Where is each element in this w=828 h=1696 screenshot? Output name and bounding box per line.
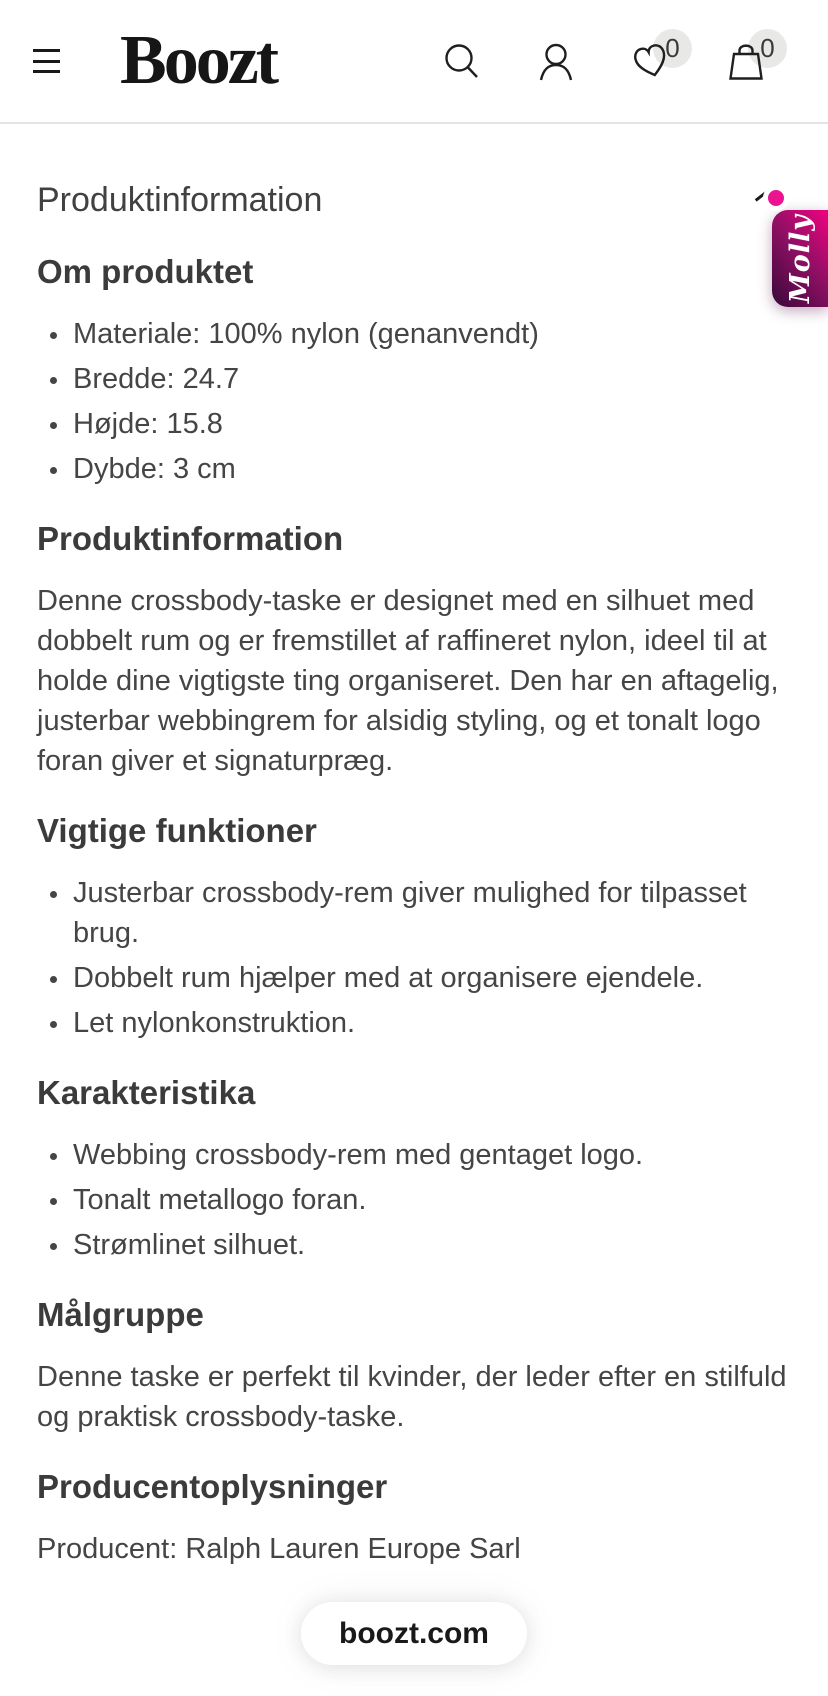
cart-count-badge: 0 [748,29,787,68]
section-paragraph: Producent: Ralph Lauren Europe Sarl [37,1533,521,1565]
list-item: • Let nylonkonstruktion. [71,1003,791,1043]
menu-button[interactable] [33,49,60,73]
wishlist-button[interactable] [632,33,680,81]
header-icons [442,33,775,81]
account-button[interactable] [537,41,575,81]
list-item: • Tonalt metallogo foran. [71,1180,791,1220]
section-heading: Karakteristika [37,1074,256,1111]
main-content [0,124,828,1569]
boozt-domain-pill[interactable]: boozt.com [301,1602,527,1665]
list-item: • Dobbelt rum hjælper med at organisere ejendele. [71,958,791,998]
list-item: • Strømlinet silhuet. [71,1225,791,1265]
molly-chat-button[interactable] [772,210,828,307]
section-paragraph: Denne taske er perfekt til kvinder, der leder efter en stilfuld og praktisk crossbody-taske. [37,1361,787,1433]
list-item: • Dybde: 3 cm [71,449,791,489]
section-karakteristika [37,1071,791,1265]
list-item: • Højde: 15.8 [71,404,791,444]
hamburger-icon [33,49,60,52]
wishlist-heart-icon [632,41,670,81]
section-heading: Produktinformation [37,520,344,557]
section-heading: Målgruppe [37,1296,204,1333]
section-vigtige-funktioner [37,809,791,1043]
header [0,0,828,124]
list-item: • Webbing crossbody-rem med gentaget logo. [71,1135,791,1175]
bullet-list [37,314,791,489]
section-produktinformation [37,517,791,781]
bullet-list [37,1135,791,1265]
search-icon [442,41,480,81]
wishlist-count-badge: 0 [653,29,692,68]
account-icon [537,41,575,81]
section-producentoplysninger [37,1465,791,1569]
list-item: • Justerbar crossbody-rem giver mulighed for tilpasset brug. [71,873,791,953]
section-heading: Om produktet [37,253,254,290]
section-heading: Producentoplysninger [37,1468,388,1505]
cart-button[interactable] [727,33,775,81]
section-heading: Vigtige funktioner [37,812,317,849]
molly-label: Molly [784,213,816,304]
molly-notification-dot [763,185,789,211]
list-item: • Bredde: 24.7 [71,359,791,399]
cart-bag-icon [727,41,765,81]
page-title: Produktinformation [37,181,323,219]
section-om-produktet [37,250,791,489]
list-item: • Materiale: 100% nylon (genanvendt) [71,314,791,354]
bullet-list [37,873,791,1043]
section-paragraph: Denne crossbody-taske er designet med en silhuet med dobbelt rum og er fremstillet af raffineret nylon, ideel til at holde dine vigtigste ting organiseret. Den har en aftagelig, justerbar webbingrem for alsidig styling, og et tonalt logo foran giver et signaturpræg. [37,585,779,777]
boozt-logo[interactable]: Boozt [120,22,277,99]
search-button[interactable] [442,41,480,81]
section-malgruppe [37,1293,791,1437]
